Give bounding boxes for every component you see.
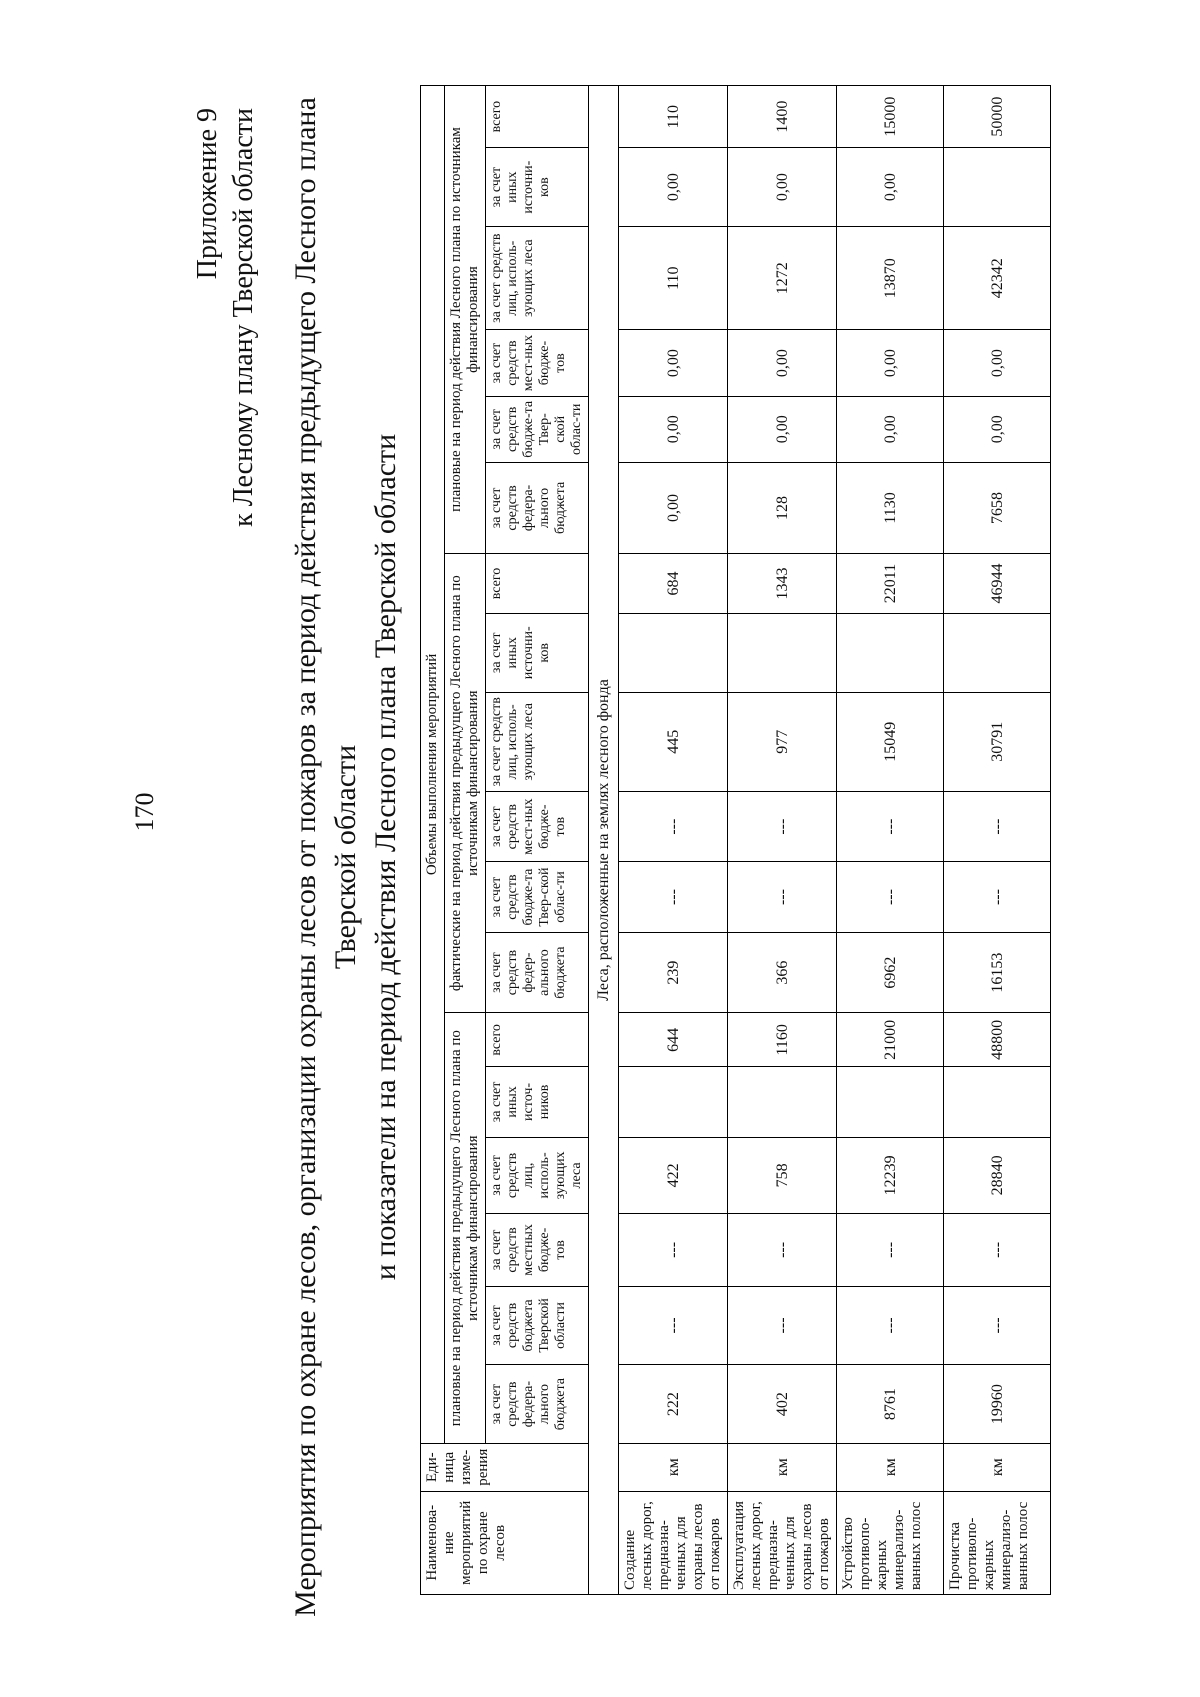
cell-actual-prev-1: ---: [728, 862, 837, 932]
cell-planned-new-3: 42342: [944, 226, 1051, 329]
cell-planned-new-2: 0,00: [944, 330, 1051, 396]
cell-actual-prev-5: 22011: [837, 553, 944, 613]
actual-prev-cols-4: за счет иных источни-ков: [486, 613, 589, 692]
actual-prev-cols-2: за счет средств мест-ных бюдже-тов: [486, 791, 589, 861]
cell-planned-new-1: 0,00: [837, 396, 944, 462]
planned-new-cols-4: за счет иных источни-ков: [486, 148, 589, 227]
planned-prev-cols-3: за счет средств лиц, исполь-зующих леса: [486, 1137, 589, 1214]
actual-prev-cols-3: за счет средств лиц, исполь-зующих леса: [486, 692, 589, 791]
cell-actual-prev-2: ---: [837, 791, 944, 861]
actual-prev-cols-0: за счет средств федер-ального бюджета: [486, 932, 589, 1013]
cell-planned-prev-0: 402: [728, 1365, 837, 1444]
planned-new-cols-1: за счет средств бюдже-та Твер-ской облас-ти: [486, 396, 589, 462]
cell-actual-prev-2: ---: [728, 791, 837, 861]
cell-planned-new-5: 50000: [944, 86, 1051, 148]
cell-planned-prev-3: 758: [728, 1137, 837, 1214]
cell-actual-prev-5: 1343: [728, 553, 837, 613]
table-row: [728, 86, 837, 1595]
actual-prev-cols-5: всего: [486, 553, 589, 613]
appendix-heading: [190, 108, 262, 527]
cell-planned-prev-2: ---: [944, 1214, 1051, 1286]
cell-planned-new-4: [944, 148, 1051, 227]
planned-new-cols-2: за счет средств мест-ных бюдже-тов: [486, 330, 589, 396]
cell-planned-new-2: 0,00: [619, 330, 728, 396]
document-title: [286, 77, 406, 1637]
cell-actual-prev-0: 239: [619, 932, 728, 1013]
cell-actual-prev-3: 977: [728, 692, 837, 791]
planned-prev-cols-2: за счет средств местных бюдже-тов: [486, 1214, 589, 1286]
row-unit: км: [837, 1443, 944, 1491]
cell-planned-prev-3: 422: [619, 1137, 728, 1214]
appendix-line-1: Приложение 9: [192, 108, 223, 280]
cell-actual-prev-1: ---: [619, 862, 728, 932]
planned-prev-cols-5: всего: [486, 1013, 589, 1067]
row-activity-name: Прочистка противопо-жарных минерализо-ванных полос: [944, 1491, 1051, 1594]
planned-prev-cols-1: за счет средств бюджета Тверской области: [486, 1286, 589, 1365]
cell-planned-prev-1: ---: [837, 1286, 944, 1365]
cell-planned-new-0: 0,00: [619, 462, 728, 553]
section-title: Леса, расположенные на землях лесного фонда: [589, 86, 619, 1595]
cell-planned-prev-4: [728, 1067, 837, 1137]
cell-planned-prev-2: ---: [619, 1214, 728, 1286]
cell-planned-prev-4: [619, 1067, 728, 1137]
cell-actual-prev-1: ---: [944, 862, 1051, 932]
cell-planned-prev-3: 28840: [944, 1137, 1051, 1214]
cell-planned-prev-1: ---: [944, 1286, 1051, 1365]
cell-planned-new-0: 7658: [944, 462, 1051, 553]
cell-planned-new-1: 0,00: [728, 396, 837, 462]
cell-planned-prev-5: 48800: [944, 1013, 1051, 1067]
cell-actual-prev-4: [837, 613, 944, 692]
cell-actual-prev-2: ---: [619, 791, 728, 861]
table-row: [944, 86, 1051, 1595]
cell-planned-new-4: 0,00: [728, 148, 837, 227]
cell-planned-prev-1: ---: [728, 1286, 837, 1365]
cell-planned-prev-2: ---: [837, 1214, 944, 1286]
table-row: [837, 86, 944, 1595]
planned-prev-header: плановые на период действия предыдущего Лесного плана по источникам финансирования: [445, 1013, 486, 1443]
cell-planned-prev-0: 8761: [837, 1365, 944, 1444]
cell-actual-prev-3: 30791: [944, 692, 1051, 791]
title-line-1: Мероприятия по охране лесов, организации охраны лесов от пожаров за период действия предыдущего Лесного плана: [289, 97, 322, 1617]
cell-planned-new-1: 0,00: [619, 396, 728, 462]
cell-actual-prev-0: 6962: [837, 932, 944, 1013]
cell-planned-prev-2: ---: [728, 1214, 837, 1286]
cell-actual-prev-2: ---: [944, 791, 1051, 861]
cell-planned-new-4: 0,00: [837, 148, 944, 227]
row-unit: км: [619, 1443, 728, 1491]
cell-planned-prev-0: 19960: [944, 1365, 1051, 1444]
table-body: [589, 86, 1051, 1595]
subheader-row: [486, 86, 589, 1595]
planned-new-cols-5: всего: [486, 86, 589, 148]
cell-planned-new-3: 1272: [728, 226, 837, 329]
cell-planned-new-3: 13870: [837, 226, 944, 329]
section-row: [589, 86, 619, 1595]
planned-new-cols-3: за счет средств лиц, исполь-зующих леса: [486, 226, 589, 329]
row-activity-name: Эксплуатация лесных дорог, предназна-ченных для охраны лесов от пожаров: [728, 1491, 837, 1594]
cell-planned-new-1: 0,00: [944, 396, 1051, 462]
row-unit: км: [728, 1443, 837, 1491]
volumes-header: Объемы выполнения мероприятий: [421, 86, 445, 1444]
cell-actual-prev-4: [619, 613, 728, 692]
actual-prev-cols-1: за счет средств бюдже-та Твер-ской облас-ти: [486, 862, 589, 932]
cell-planned-prev-5: 21000: [837, 1013, 944, 1067]
table-row: [619, 86, 728, 1595]
col-name-header: Наименова-ние мероприятий по охране лесов: [421, 1491, 589, 1594]
row-activity-name: Устройство противопо-жарных минерализо-ванных полос: [837, 1491, 944, 1594]
title-line-2: Тверской области: [329, 744, 362, 970]
cell-actual-prev-4: [728, 613, 837, 692]
page-number: 170: [130, 792, 159, 832]
planned-prev-cols-4: за счет иных источ-ников: [486, 1067, 589, 1137]
cell-actual-prev-0: 16153: [944, 932, 1051, 1013]
cell-actual-prev-1: ---: [837, 862, 944, 932]
cell-planned-new-2: 0,00: [837, 330, 944, 396]
cell-planned-prev-3: 12239: [837, 1137, 944, 1214]
cell-planned-prev-4: [944, 1067, 1051, 1137]
cell-actual-prev-4: [944, 613, 1051, 692]
fire-protection-table: [420, 85, 1051, 1595]
cell-planned-new-0: 1130: [837, 462, 944, 553]
row-unit: км: [944, 1443, 1051, 1491]
cell-planned-new-3: 110: [619, 226, 728, 329]
cell-planned-new-5: 15000: [837, 86, 944, 148]
cell-planned-prev-0: 222: [619, 1365, 728, 1444]
cell-actual-prev-5: 684: [619, 553, 728, 613]
row-activity-name: Создание лесных дорог, предназна-ченных для охраны лесов от пожаров: [619, 1491, 728, 1594]
cell-planned-prev-1: ---: [619, 1286, 728, 1365]
appendix-line-2: к Лесному плану Тверской области: [228, 108, 259, 527]
cell-planned-new-4: 0,00: [619, 148, 728, 227]
cell-actual-prev-0: 366: [728, 932, 837, 1013]
col-unit-header: Еди-ница изме-рения: [421, 1443, 589, 1491]
title-line-3: и показатели на период действия Лесного плана Тверской области: [369, 433, 402, 1281]
actual-prev-header: фактические на период действия предыдущего Лесного плана по источникам финансирования: [445, 553, 486, 1012]
cell-actual-prev-3: 15049: [837, 692, 944, 791]
planned-new-cols-0: за счет средств федера-льного бюджета: [486, 462, 589, 553]
planned-new-header: плановые на период действия Лесного плана по источникам финансирования: [445, 86, 486, 554]
cell-planned-prev-4: [837, 1067, 944, 1137]
cell-planned-new-5: 1400: [728, 86, 837, 148]
planned-prev-cols-0: за счет средств федера-льного бюджета: [486, 1365, 589, 1444]
cell-actual-prev-5: 46944: [944, 553, 1051, 613]
cell-actual-prev-3: 445: [619, 692, 728, 791]
cell-planned-new-5: 110: [619, 86, 728, 148]
cell-planned-new-0: 128: [728, 462, 837, 553]
cell-planned-prev-5: 644: [619, 1013, 728, 1067]
cell-planned-prev-5: 1160: [728, 1013, 837, 1067]
cell-planned-new-2: 0,00: [728, 330, 837, 396]
